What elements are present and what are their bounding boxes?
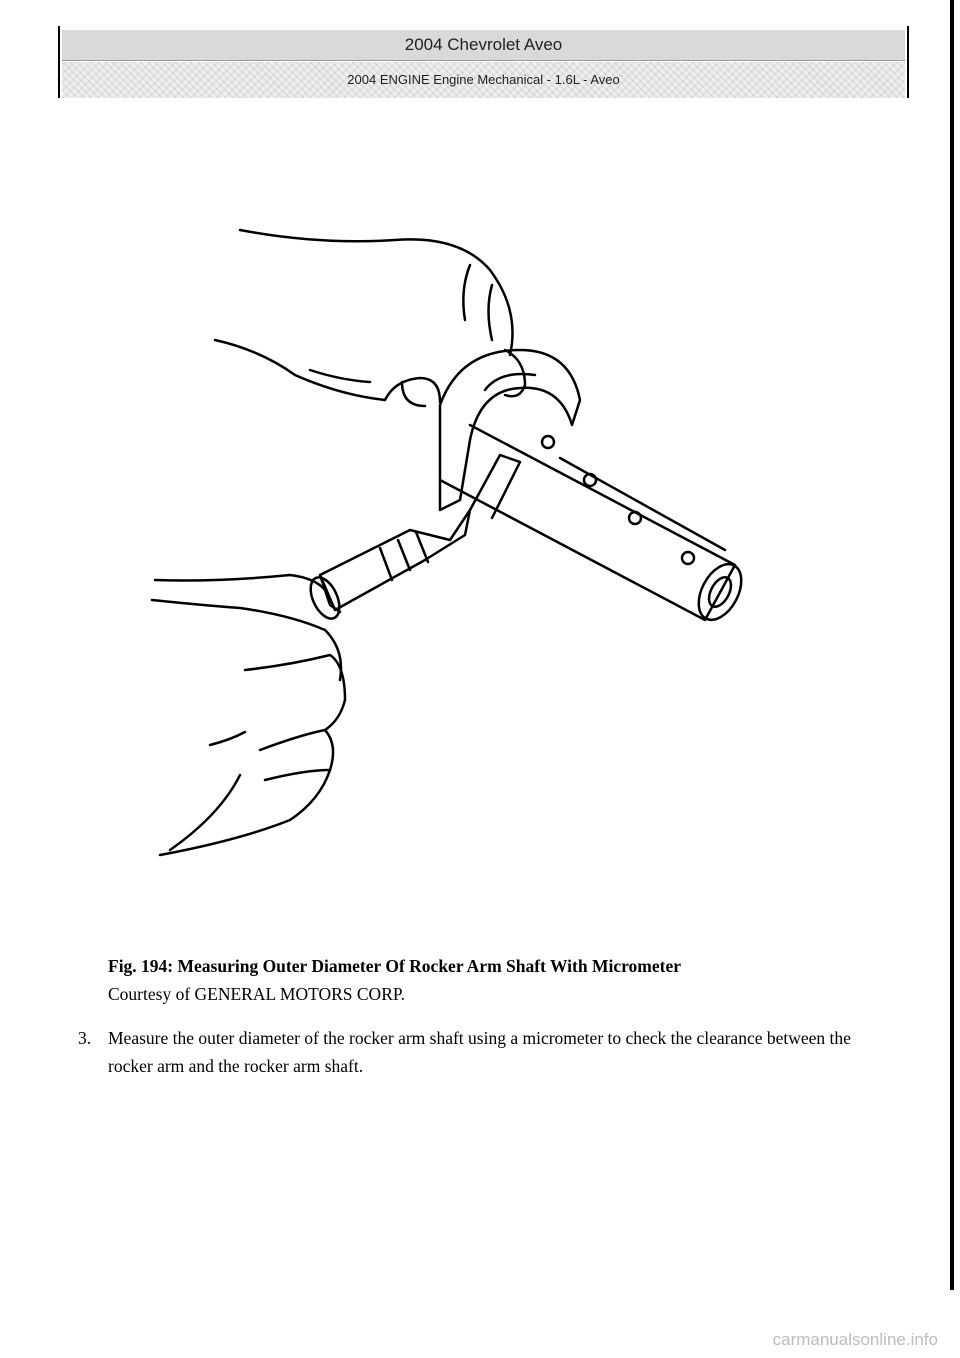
rocker-arm-shaft <box>440 425 750 627</box>
micrometer-illustration <box>140 210 760 870</box>
upper-hand <box>215 230 525 406</box>
lower-hand <box>152 575 345 855</box>
page-edge-rule <box>950 0 954 1290</box>
figure-credit: Courtesy of GENERAL MOTORS CORP. <box>108 984 406 1004</box>
figure-title: Fig. 194: Measuring Outer Diameter Of Rocker Arm Shaft With Micrometer <box>108 956 682 976</box>
micrometer-frame <box>440 350 580 518</box>
step-number: 3. <box>78 1028 92 1048</box>
header-subtitle: 2004 ENGINE Engine Mechanical - 1.6L - Aveo <box>62 62 905 98</box>
page-header <box>58 26 909 98</box>
figure-caption <box>108 952 908 1008</box>
procedure-step <box>78 1024 888 1080</box>
watermark: carmanualsonline.info <box>772 1330 938 1349</box>
step-text: Measure the outer diameter of the rocker arm shaft using a micrometer to check the clearance between the rocker arm and the rocker arm shaft. <box>108 1028 851 1076</box>
header-title: 2004 Chevrolet Aveo <box>62 30 905 61</box>
micrometer-thimble <box>305 510 470 623</box>
